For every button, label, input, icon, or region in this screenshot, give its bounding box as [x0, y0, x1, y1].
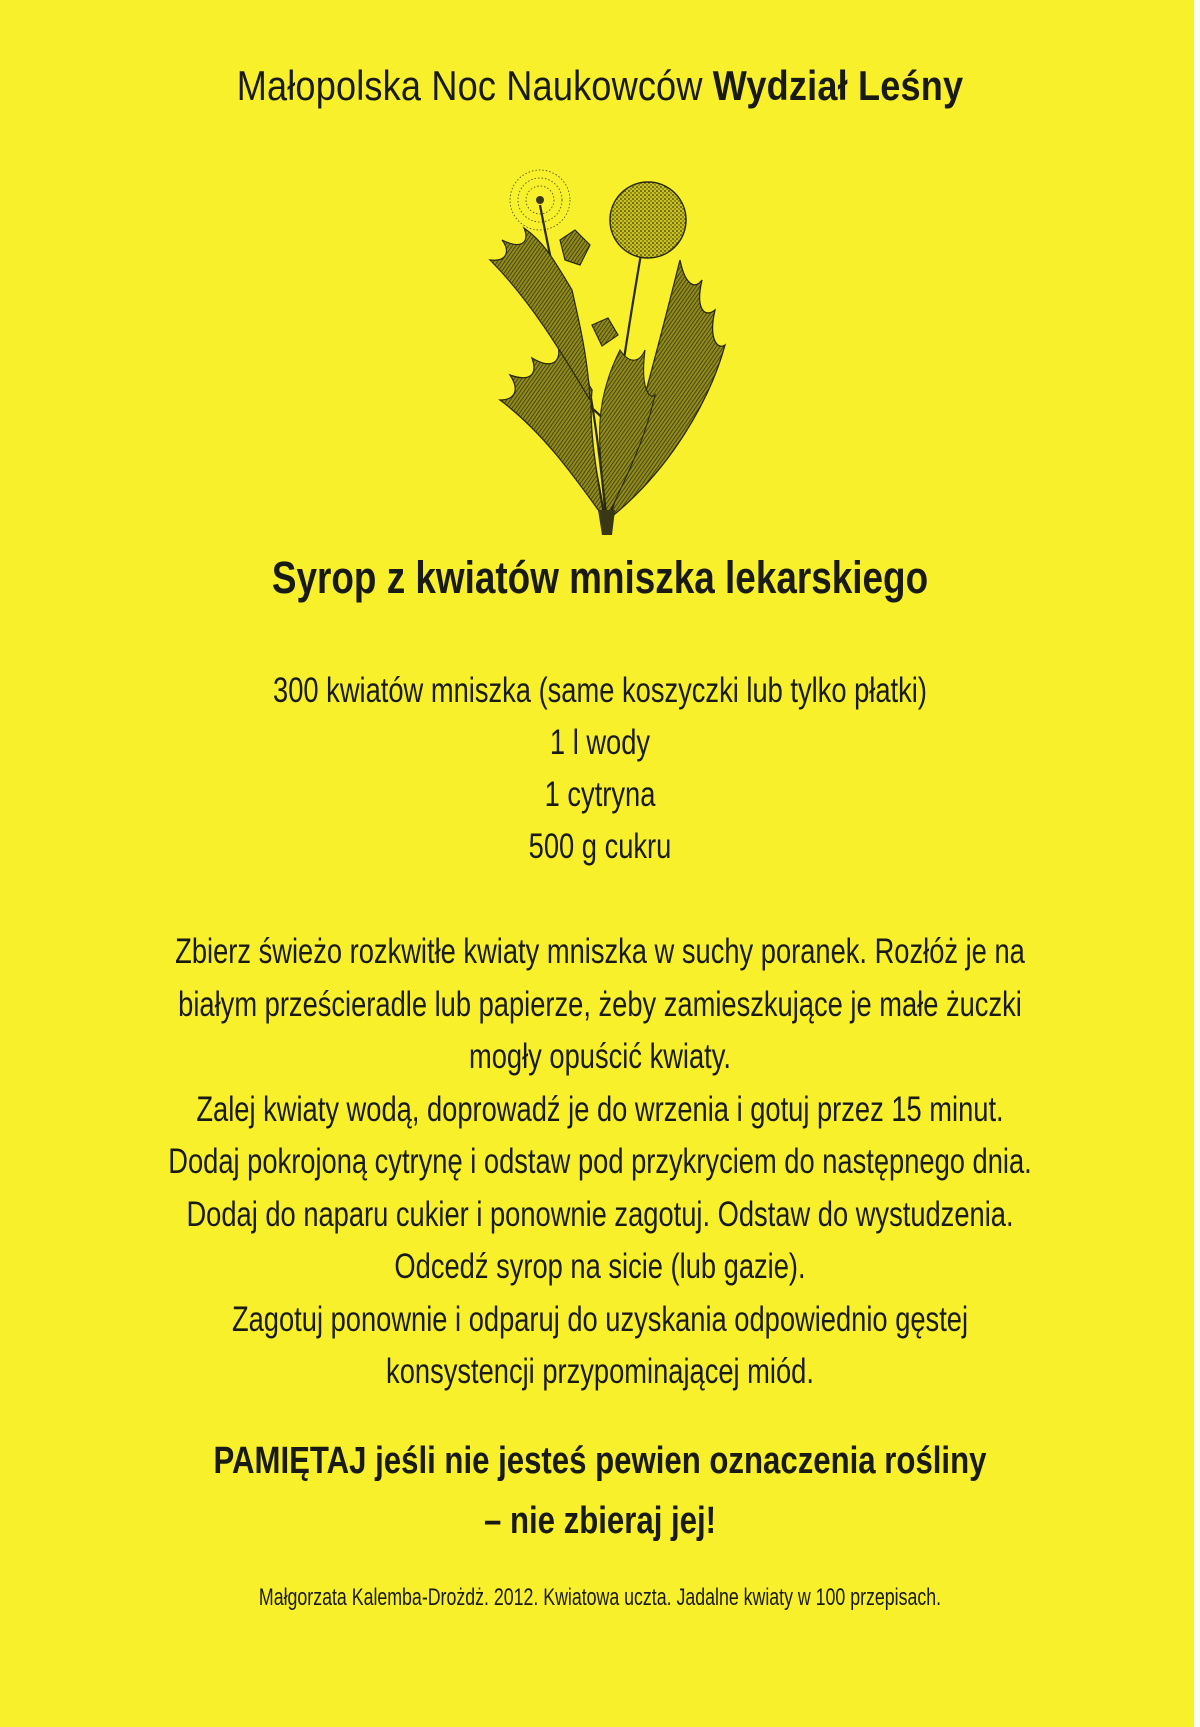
preparation-steps	[132, 926, 1068, 1399]
step-line: konsystencji przypominającej miód.	[386, 1352, 814, 1391]
warning-note	[108, 1431, 1092, 1551]
faculty-name: Wydział Leśny	[712, 62, 964, 109]
ingredients-list	[132, 665, 1068, 873]
ingredient-item: 300 kwiatów mniszka (same koszyczki lub tylko płatki)	[273, 671, 927, 710]
warning-line: PAMIĘTAJ jeśli nie jesteś pewien oznaczenia rośliny	[213, 1440, 987, 1482]
header	[84, 58, 1116, 114]
step-line: Zalej kwiaty wodą, doprowadź je do wrzenia i gotuj przez 15 minut.	[196, 1089, 1004, 1129]
step-line: Zbierz świeżo rozkwitłe kwiaty mniszka w suchy poranek. Rozłóż je na	[175, 932, 1025, 971]
step-line: mogły opuścić kwiaty.	[469, 1037, 731, 1076]
ingredient-item: 1 l wody	[549, 723, 651, 762]
warning-line: – nie zbieraj jej!	[483, 1500, 717, 1542]
ingredient-item: 500 g cukru	[528, 827, 672, 866]
ingredient-item: 1 cytryna	[544, 775, 656, 814]
dandelion-plant-illustration-icon	[480, 150, 760, 535]
step-line: Zagotuj ponownie i odparuj do uzyskania odpowiednio gęstej	[231, 1299, 969, 1339]
step-line: Odcedź syrop na sicie (lub gazie).	[394, 1247, 806, 1286]
step-line: Dodaj do naparu cukier i ponownie zagotuj. Odstaw do wystudzenia.	[186, 1194, 1014, 1234]
source-citation: Małgorzata Kalemba-Drożdż. 2012. Kwiatowa uczta. Jadalne kwiaty w 100 przepisach.	[258, 1584, 942, 1611]
step-line: Dodaj pokrojoną cytrynę i odstaw pod przykryciem do następnego dnia.	[168, 1142, 1032, 1181]
recipe-title: Syrop z kwiatów mniszka lekarskiego	[271, 552, 929, 603]
step-line: białym prześcieradle lub papierze, żeby zamieszkujące je małe żuczki	[178, 984, 1022, 1024]
event-name: Małopolska Noc Naukowców	[236, 62, 703, 109]
